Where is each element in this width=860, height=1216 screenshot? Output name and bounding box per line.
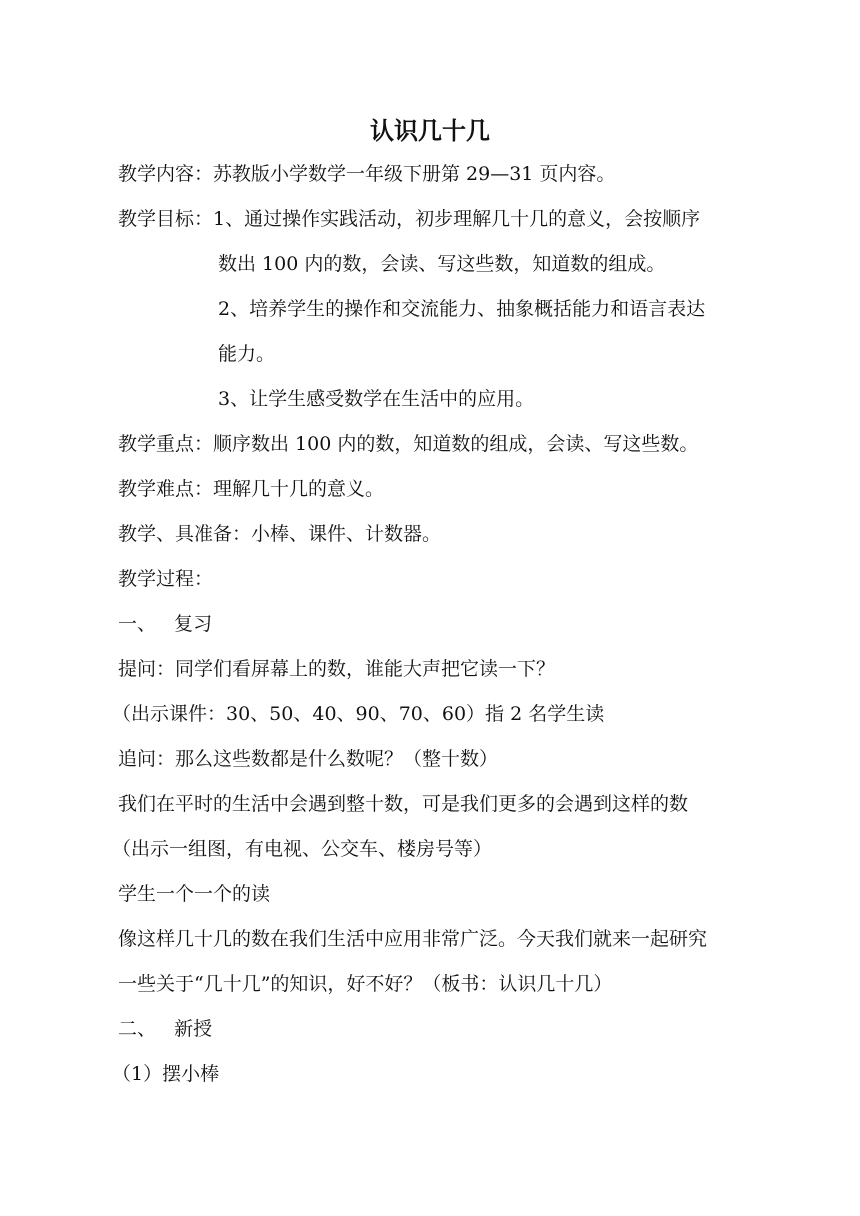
text-line: 教学重点：顺序数出 100 内的数，知道数的组成，会读、写这些数。: [118, 433, 699, 455]
text-line: 能力。: [218, 343, 276, 365]
section-heading: 二、 新授: [118, 1018, 213, 1040]
text-line: 我们在平时的生活中会遇到整十数，可是我们更多的会遇到这样的数: [118, 793, 689, 815]
text-line: 学生一个一个的读: [118, 883, 271, 905]
document-title: 认识几十几: [370, 116, 490, 145]
text-line: 3、让学生感受数学在生活中的应用。: [218, 388, 535, 410]
text-line: 数出 100 内的数，会读、写这些数，知道数的组成。: [218, 253, 666, 275]
text-line: 一些关于“几十几”的知识，好不好？（板书：认识几十几）: [118, 973, 613, 995]
text-line: （出示课件：30、50、40、90、70、60）指 2 名学生读: [112, 703, 605, 725]
text-line: 教学、具准备：小棒、课件、计数器。: [118, 523, 442, 545]
section-heading: 一、 复习: [118, 613, 213, 635]
text-line: （1）摆小棒: [112, 1063, 220, 1085]
text-line: 提问：同学们看屏幕上的数，谁能大声把它读一下？: [118, 658, 556, 680]
text-line: 教学内容：苏教版小学数学一年级下册第 29—31 页内容。: [118, 163, 616, 185]
text-line: 教学难点：理解几十几的意义。: [118, 478, 385, 500]
text-line: 教学过程：: [118, 568, 214, 590]
text-line: 2、培养学生的操作和交流能力、抽象概括能力和语言表达: [218, 298, 706, 320]
text-line: （出示一组图，有电视、公交车、楼房号等）: [112, 838, 493, 860]
text-line: 追问：那么这些数都是什么数呢？（整十数）: [118, 748, 499, 770]
text-line: 像这样几十几的数在我们生活中应用非常广泛。今天我们就来一起研究: [118, 928, 708, 950]
text-line: 教学目标：1、通过操作实践活动，初步理解几十几的意义，会按顺序: [118, 208, 701, 230]
